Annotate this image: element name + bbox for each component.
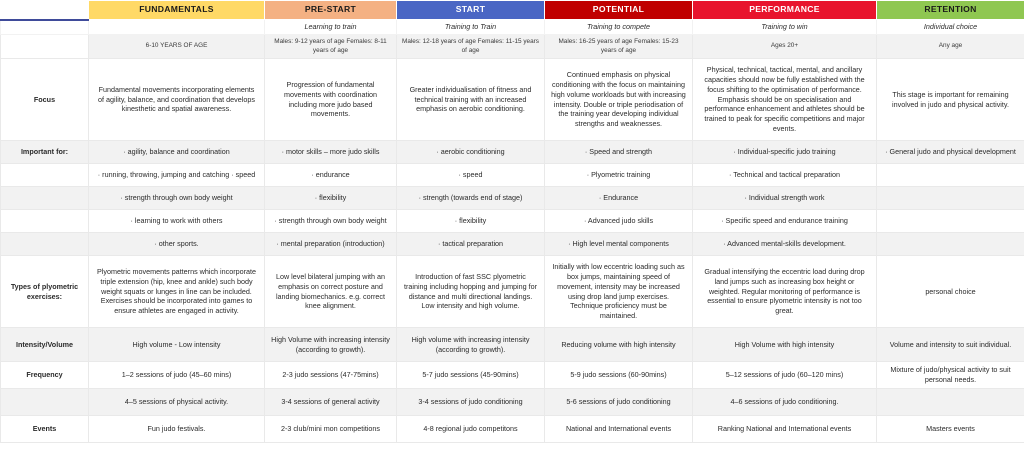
- rowlabel-important-for: Important for:: [1, 141, 89, 164]
- cell-important2-potential: · Plyometric training: [545, 164, 693, 187]
- cell-important4-retention: [877, 210, 1024, 233]
- table-row-frequency-2: [1, 389, 1024, 416]
- cell-focus-fundamentals: Fundamental movements incorporating elements of agility, balance, and coordination that develops kinesthetic and spatial awareness.: [89, 59, 265, 141]
- cell-important4-prestart: · strength through own body weight: [265, 210, 397, 233]
- rowlabel-important-5: [1, 233, 89, 256]
- cell-freq1-start: 5-7 judo sessions (45-90mins): [397, 362, 545, 389]
- cell-important3-potential: · Endurance: [545, 187, 693, 210]
- cell-freq2-retention: [877, 389, 1024, 416]
- cell-important4-fundamentals: · learning to work with others: [89, 210, 265, 233]
- stage-header-performance: PERFORMANCE: [693, 1, 877, 20]
- cell-freq1-retention: Mixture of judo/physical activity to suit personal needs.: [877, 362, 1024, 389]
- cell-important1-retention: · General judo and physical development: [877, 141, 1024, 164]
- header-corner: [1, 1, 89, 20]
- stage-header-fundamentals: FUNDAMENTALS: [89, 1, 265, 20]
- stage-header-start: START: [397, 1, 545, 20]
- cell-important2-retention: [877, 164, 1024, 187]
- cell-iv-fundamentals: High volume - Low intensity: [89, 328, 265, 362]
- table-row-important-1: [1, 141, 1024, 164]
- subtitle-potential: Training to compete: [545, 20, 693, 35]
- cell-important5-start: · tactical preparation: [397, 233, 545, 256]
- subtitle-prestart: Learning to train: [265, 20, 397, 35]
- subtitle-performance: Training to win: [693, 20, 877, 35]
- cell-important5-performance: · Advanced mental-skills development.: [693, 233, 877, 256]
- cell-events-retention: Masters events: [877, 416, 1024, 443]
- cell-freq1-performance: 5–12 sessions of judo (60–120 mins): [693, 362, 877, 389]
- rowlabel-focus: Focus: [1, 59, 89, 141]
- subtitle-start: Training to Train: [397, 20, 545, 35]
- cell-important5-retention: [877, 233, 1024, 256]
- age-retention: Any age: [877, 35, 1024, 59]
- cell-important4-start: · flexibility: [397, 210, 545, 233]
- cell-focus-prestart: Progression of fundamental movements with coordination including more judo based movements.: [265, 59, 397, 141]
- cell-focus-performance: Physical, technical, tactical, mental, and ancillary capacities should now be fully established with the focus shifting to the optimisation of performance. Emphasis should be on specialisation and performance enhancement and athletes should be trained to peak for specific competitions and major events.: [693, 59, 877, 141]
- cell-important1-prestart: · motor skills – more judo skills: [265, 141, 397, 164]
- cell-important3-retention: [877, 187, 1024, 210]
- cell-important4-potential: · Advanced judo skills: [545, 210, 693, 233]
- cell-important1-start: · aerobic conditioning: [397, 141, 545, 164]
- cell-important1-fundamentals: · agility, balance and coordination: [89, 141, 265, 164]
- cell-iv-potential: Reducing volume with high intensity: [545, 328, 693, 362]
- stage-header-retention: RETENTION: [877, 1, 1024, 20]
- cell-important1-potential: · Speed and strength: [545, 141, 693, 164]
- cell-freq1-fundamentals: 1–2 sessions of judo (45–60 mins): [89, 362, 265, 389]
- cell-plyo-retention: personal choice: [877, 256, 1024, 328]
- cell-freq1-prestart: 2-3 judo sessions (47-75mins): [265, 362, 397, 389]
- cell-important5-potential: · High level mental components: [545, 233, 693, 256]
- cell-important1-performance: · Individual-specific judo training: [693, 141, 877, 164]
- cell-plyo-start: Introduction of fast SSC plyometric training including hopping and jumping for distance and multi directional landings. Low intensity and high volume.: [397, 256, 545, 328]
- cell-important2-start: · speed: [397, 164, 545, 187]
- age-range-row: [1, 35, 1024, 59]
- stage-header-potential: POTENTIAL: [545, 1, 693, 20]
- table-row-important-4: [1, 210, 1024, 233]
- cell-events-prestart: 2-3 club/mini mon competitions: [265, 416, 397, 443]
- rowlabel-important-2: [1, 164, 89, 187]
- cell-iv-performance: High Volume with high intensity: [693, 328, 877, 362]
- cell-important2-fundamentals: · running, throwing, jumping and catching · speed: [89, 164, 265, 187]
- cell-important5-fundamentals: · other sports.: [89, 233, 265, 256]
- cell-important3-performance: · Individual strength work: [693, 187, 877, 210]
- table-row-important-3: [1, 187, 1024, 210]
- cell-events-start: 4-8 regional judo competitons: [397, 416, 545, 443]
- cell-iv-prestart: High Volume with increasing intensity (according to growth).: [265, 328, 397, 362]
- cell-important4-performance: · Specific speed and endurance training: [693, 210, 877, 233]
- cell-plyo-fundamentals: Plyometric movements patterns which incorporate triple extension (hip, knee and ankle) such body weight squats or lunges in line can be included. Exercises should be incorporated into games to ensure athletes are engaged in activity.: [89, 256, 265, 328]
- age-fundamentals: 6-10 YEARS OF AGE: [89, 35, 265, 59]
- subtitle-retention: Individual choice: [877, 20, 1024, 35]
- cell-iv-retention: Volume and intensity to suit individual.: [877, 328, 1024, 362]
- stage-header-row: [1, 1, 1024, 20]
- cell-freq1-potential: 5-9 judo sessions (60-90mins): [545, 362, 693, 389]
- rowlabel-important-4: [1, 210, 89, 233]
- rowlabel-frequency-2: [1, 389, 89, 416]
- cell-important3-prestart: · flexibility: [265, 187, 397, 210]
- cell-focus-start: Greater individualisation of fitness and technical training with an increased emphasis on aerobic conditioning.: [397, 59, 545, 141]
- cell-important2-performance: · Technical and tactical preparation: [693, 164, 877, 187]
- cell-plyo-prestart: Low level bilateral jumping with an emphasis on correct posture and landing biomechanics. e.g. correct knee alignment.: [265, 256, 397, 328]
- age-potential: Males: 16-25 years of age Females: 15-23 years of age: [545, 35, 693, 59]
- rowlabel-frequency: Frequency: [1, 362, 89, 389]
- cell-freq2-fundamentals: 4–5 sessions of physical activity.: [89, 389, 265, 416]
- cell-events-potential: National and International events: [545, 416, 693, 443]
- cell-important2-prestart: · endurance: [265, 164, 397, 187]
- cell-important3-start: · strength (towards end of stage): [397, 187, 545, 210]
- subtitle-rowlabel: [1, 20, 89, 35]
- table-row-frequency-1: [1, 362, 1024, 389]
- stage-header-prestart: PRE-START: [265, 1, 397, 20]
- cell-freq2-performance: 4–6 sessions of judo conditioning.: [693, 389, 877, 416]
- cell-iv-start: High volume with increasing intensity (according to growth).: [397, 328, 545, 362]
- table-row-plyometric: [1, 256, 1024, 328]
- cell-focus-retention: This stage is important for remaining involved in judo and physical activity.: [877, 59, 1024, 141]
- cell-freq2-potential: 5-6 sessions of judo conditioning: [545, 389, 693, 416]
- stage-subtitle-row: [1, 20, 1024, 35]
- age-start: Males: 12-18 years of age Females: 11-15 years of age: [397, 35, 545, 59]
- age-rowlabel: [1, 35, 89, 59]
- cell-events-fundamentals: Fun judo festivals.: [89, 416, 265, 443]
- cell-freq2-start: 3-4 sessions of judo conditioning: [397, 389, 545, 416]
- cell-focus-potential: Continued emphasis on physical conditioning with the focus on maintaining high volume workloads but with increasing intensity. Double or triple periodisation of the training year developing individual strengths and weaknesses.: [545, 59, 693, 141]
- rowlabel-events: Events: [1, 416, 89, 443]
- table-row-focus: [1, 59, 1024, 141]
- cell-important3-fundamentals: · strength through own body weight: [89, 187, 265, 210]
- rowlabel-intensity-volume: Intensity/Volume: [1, 328, 89, 362]
- age-prestart: Males: 9-12 years of age Females: 8-11 years of age: [265, 35, 397, 59]
- subtitle-fundamentals: [89, 20, 265, 35]
- cell-plyo-potential: Initially with low eccentric loading such as box jumps, maintaining speed of movement, intensity may be increased using drop land jump exercises. Technique proficiency must be maintained.: [545, 256, 693, 328]
- cell-events-performance: Ranking National and International events: [693, 416, 877, 443]
- cell-important5-prestart: · mental preparation (introduction): [265, 233, 397, 256]
- cell-plyo-performance: Gradual intensifying the eccentric load during drop land jumps such as increasing box height or weighted. Regular monitoring of performance is essential to ensure plyometric intensity is not too great.: [693, 256, 877, 328]
- table-row-important-2: [1, 164, 1024, 187]
- table-row-important-5: [1, 233, 1024, 256]
- rowlabel-important-3: [1, 187, 89, 210]
- cell-freq2-prestart: 3-4 sessions of general activity: [265, 389, 397, 416]
- age-performance: Ages 20+: [693, 35, 877, 59]
- table-row-intensity-volume: [1, 328, 1024, 362]
- table-row-events: [1, 416, 1024, 443]
- rowlabel-plyometric: Types of plyometric exercises:: [1, 256, 89, 328]
